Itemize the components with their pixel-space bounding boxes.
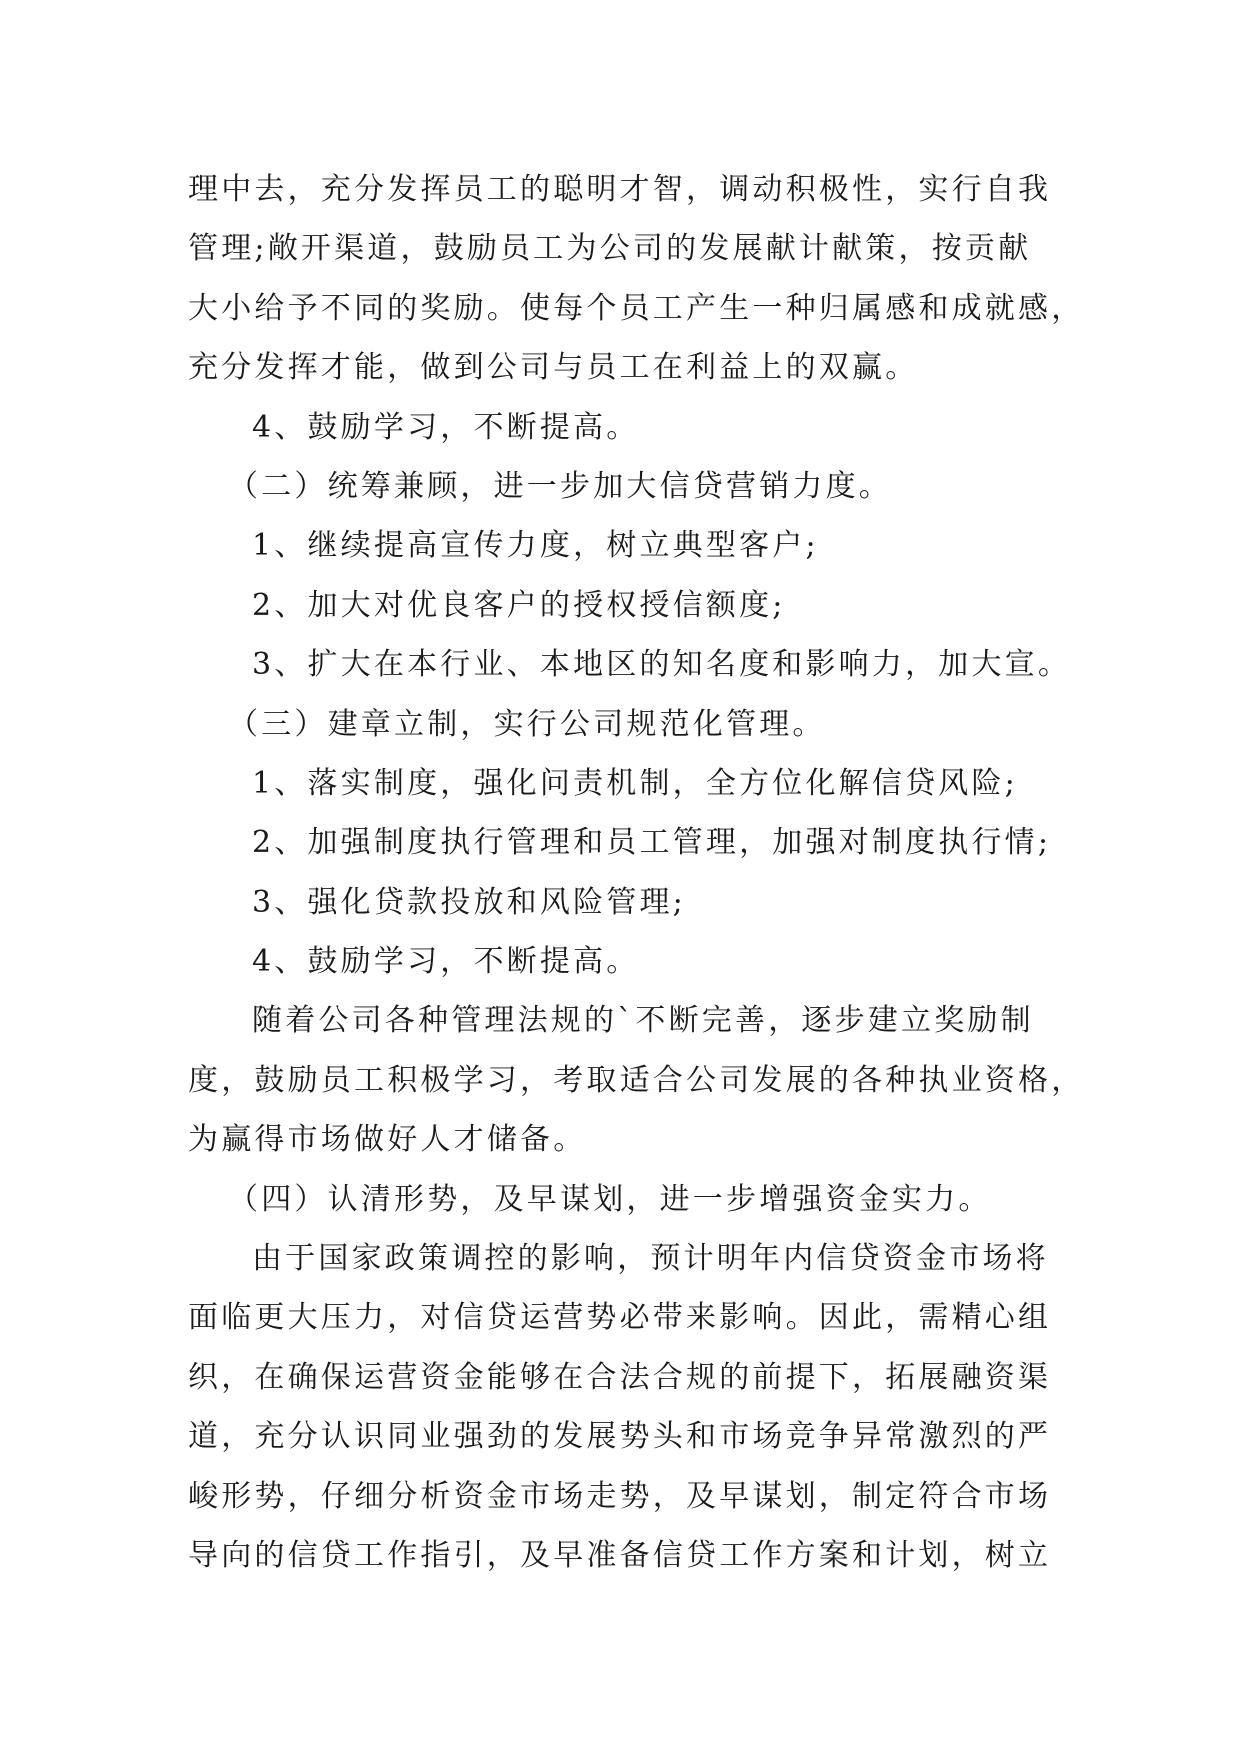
list-item-2-2: 2、加大对优良客户的授权授信额度; [252, 587, 786, 623]
paragraph-line-1: 随着公司各种管理法规的`不断完善，逐步建立奖励制 [252, 1003, 1034, 1039]
list-item-encourage-learning-1: 4、鼓励学习，不断提高。 [252, 409, 640, 445]
paragraph-line-7: 道，充分认识同业强劲的发展势头和市场竞争异常激烈的严 [188, 1419, 1052, 1455]
text-line-3: 大小给予不同的奖励。使每个员工产生一种归属感和成就感， [188, 290, 1085, 326]
text-line-1: 理中去，充分发挥员工的聪明才智，调动积极性，实行自我 [188, 172, 1052, 207]
document-body [188, 160, 1088, 1585]
paragraph-line-2: 度，鼓励员工积极学习，考取适合公司发展的各种执业资格， [188, 1062, 1085, 1098]
list-item-3-3: 3、强化贷款投放和风险管理; [252, 884, 686, 920]
list-item-3-2: 2、加强制度执行管理和员工管理，加强对制度执行情; [252, 825, 1052, 861]
section-heading-3: （三）建章立制，实行公司规范化管理。 [228, 706, 826, 742]
list-item-2-3: 3、扩大在本行业、本地区的知名度和影响力，加大宣。 [252, 647, 1072, 683]
paragraph-line-4: 由于国家政策调控的影响，预计明年内信贷资金市场将 [252, 1241, 1049, 1277]
paragraph-line-5: 面临更大压力，对信贷运营势必带来影响。因此，需精心组 [188, 1300, 1052, 1336]
paragraph-line-8: 峻形势，仔细分析资金市场走势，及早谋划，制定符合市场 [188, 1478, 1052, 1514]
list-item-3-4: 4、鼓励学习，不断提高。 [252, 944, 640, 980]
paragraph-line-9: 导向的信贷工作指引，及早准备信贷工作方案和计划，树立 [188, 1537, 1052, 1573]
list-item-2-1: 1、继续提高宣传力度，树立典型客户; [252, 528, 819, 564]
section-heading-4: （四）认清形势，及早谋划，进一步增强资金实力。 [228, 1181, 992, 1217]
paragraph-line-3: 为赢得市场做好人才储备。 [188, 1122, 587, 1158]
section-heading-2: （二）统筹兼顾，进一步加大信贷营销力度。 [228, 468, 892, 504]
text-line-2: 管理;敞开渠道，鼓励员工为公司的发展献计献策，按贡献 [188, 231, 1032, 267]
text-line-4: 充分发挥才能，做到公司与员工在利益上的双赢。 [188, 350, 919, 386]
list-item-3-1: 1、落实制度，强化问责机制，全方位化解信贷风险; [252, 765, 1018, 801]
paragraph-line-6: 织，在确保运营资金能够在合法合规的前提下，拓展融资渠 [188, 1359, 1052, 1395]
